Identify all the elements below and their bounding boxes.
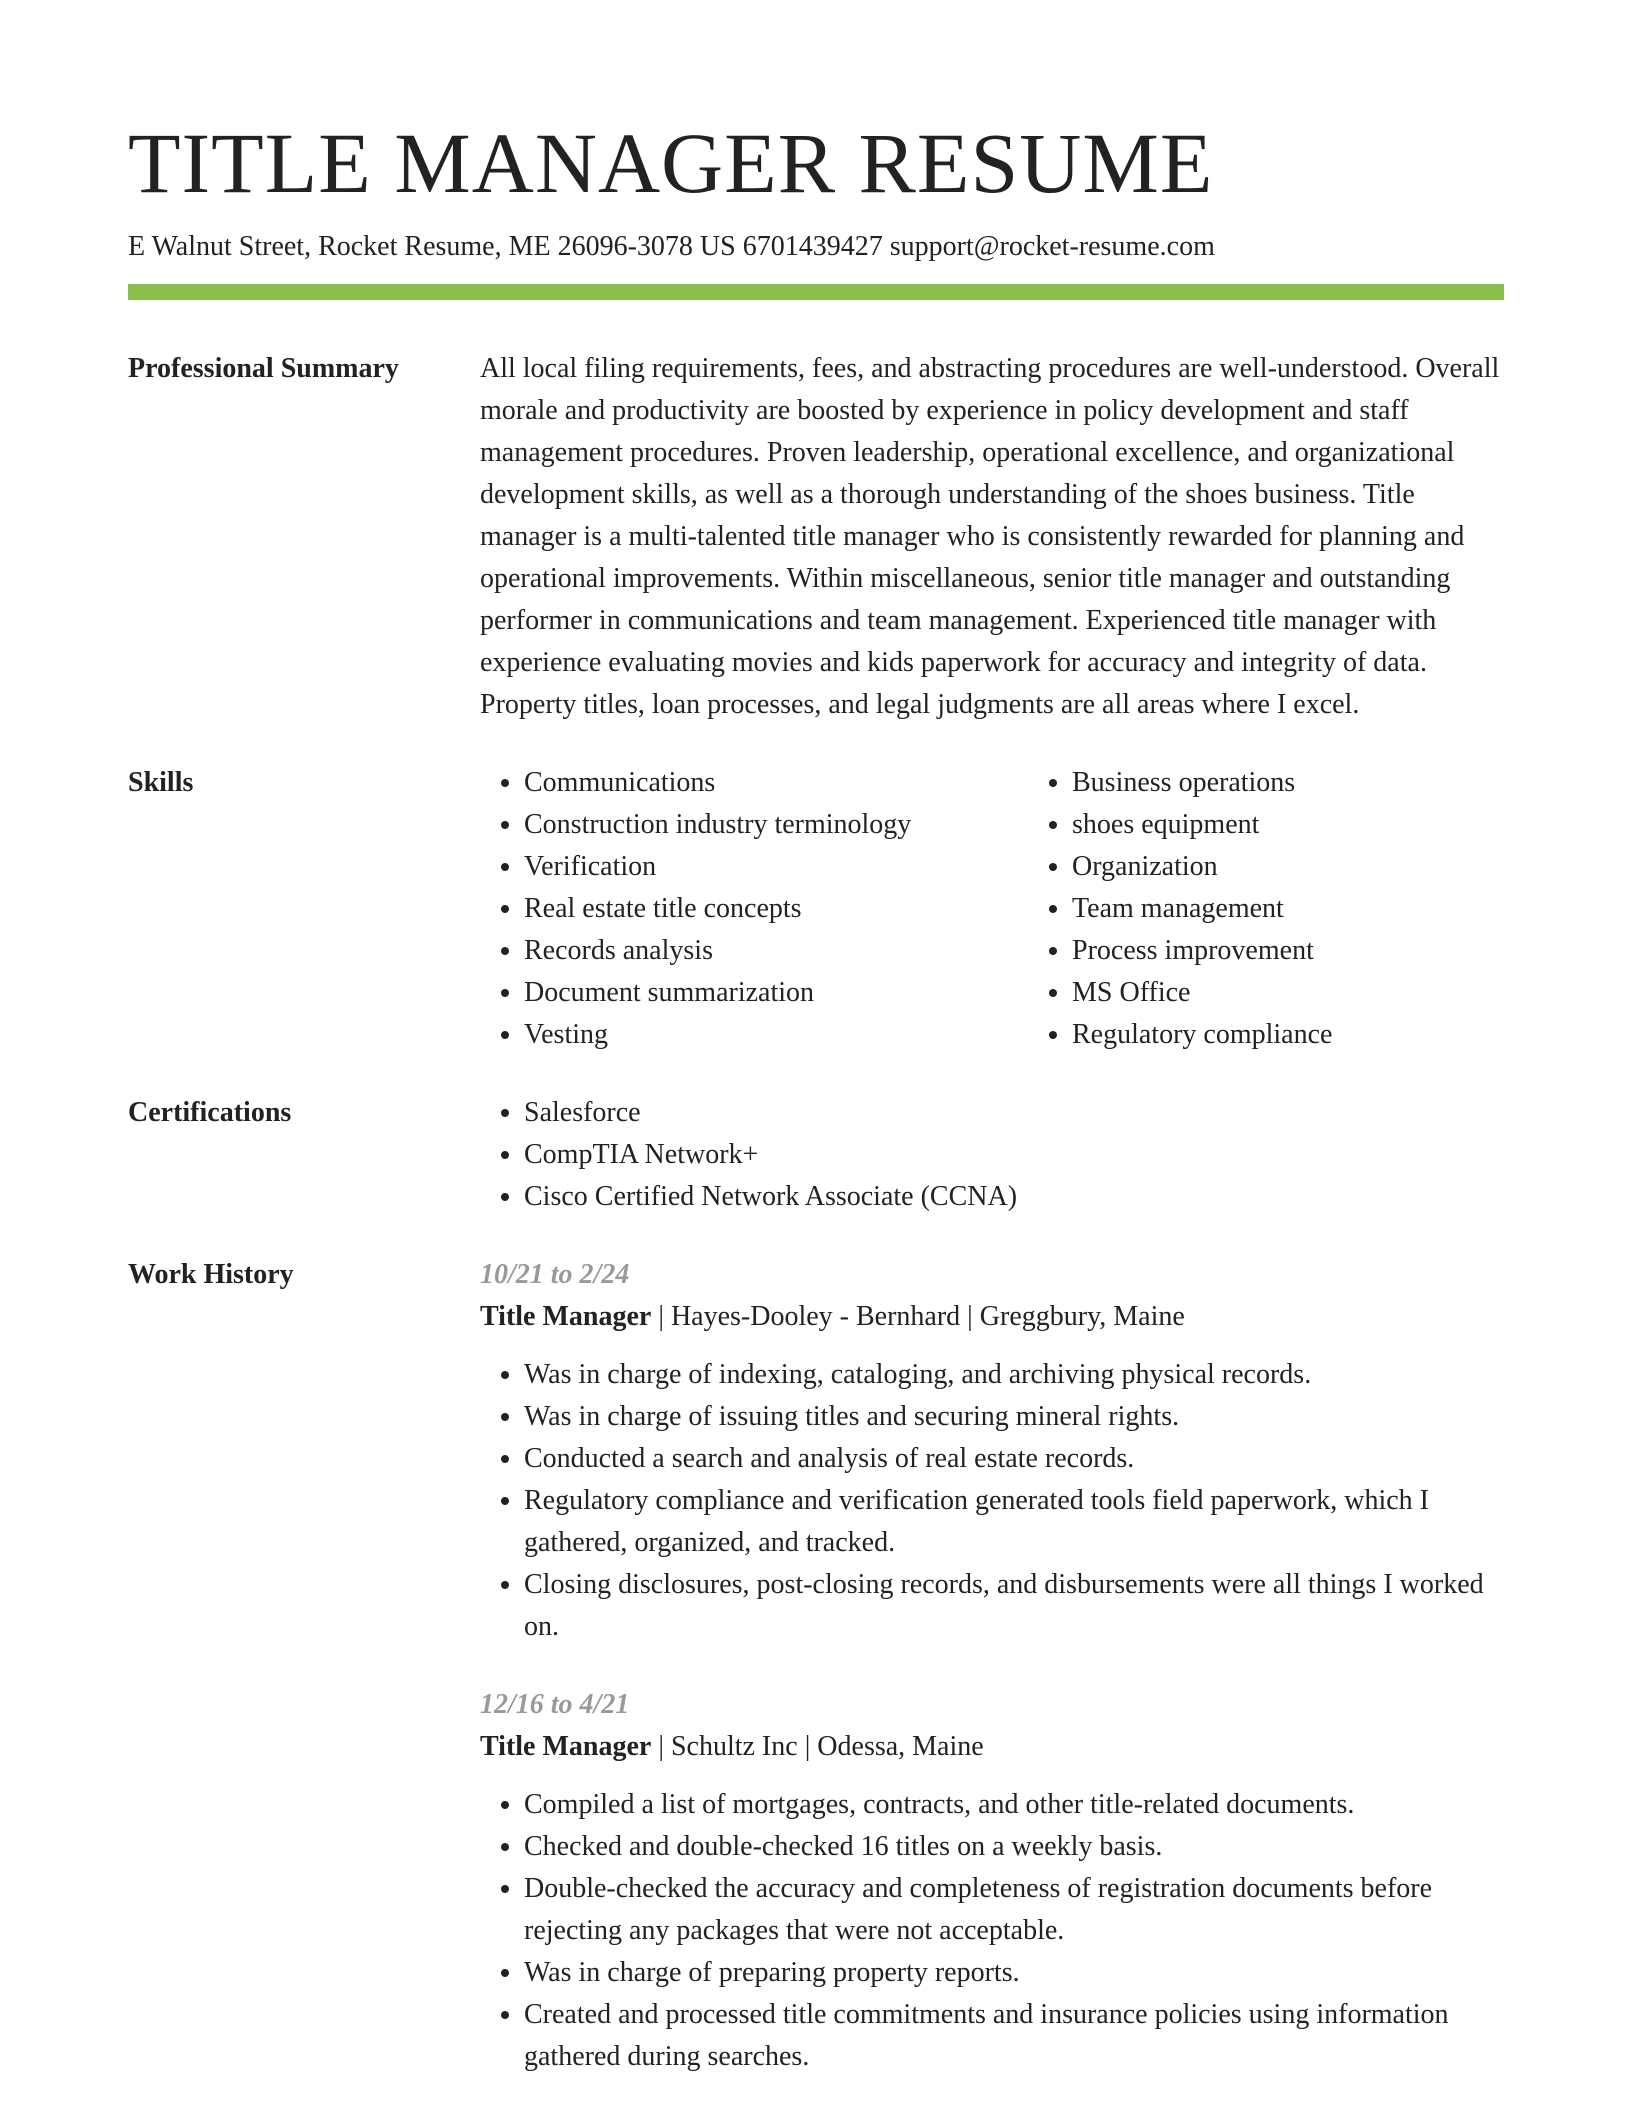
work-history-section [128,1254,1504,2078]
skill-item: • Construction industry terminology [524,804,1028,846]
job-title: Title Manager [480,1300,652,1332]
job-duty-item: • Double-checked the accuracy and completeness of registration documents before rejecting any packages that were not acceptable. [524,1868,1504,1952]
skill-item: • Business operations [1072,762,1576,804]
resume-title: TITLE MANAGER RESUME [128,115,1214,211]
certification-item: • Salesforce [524,1092,1504,1134]
skills-list-left [480,762,1028,1056]
job-duty-item: • Compiled a list of mortgages, contracts, and other title-related documents. [524,1784,1504,1826]
job-employer-location: | Schultz Inc | Odessa, Maine [651,1730,984,1762]
certifications-heading: Certifications [128,1096,292,1128]
summary-text: All local filing requirements, fees, and abstracting procedures are well-understood. Overall morale and productivity are boosted by experience in policy development and staff management procedures. Proven leadership, operational excellence, and organizational development skills, as well as a thorough understanding of the shoes business. Title manager is a multi-talented title manager who is consistently rewarded for planning and operational improvements. Within miscellaneous, senior title manager and outstanding performer in communications and team management. Experienced title manager with experience evaluating movies and kids paperwork for accuracy and integrity of data. Property titles, loan processes, and legal judgments are all areas where I excel. [480,352,1500,720]
job-duty-item: • Regulatory compliance and verification generated tools field paperwork, which I gathered, organized, and tracked. [524,1480,1504,1564]
skill-item: • Team management [1072,888,1576,930]
skill-item: • MS Office [1072,972,1576,1014]
certifications-section [128,1092,1504,1218]
skill-item: • Real estate title concepts [524,888,1028,930]
job-title: Title Manager [480,1730,652,1762]
job-date: 10/21 to 2/24 [480,1258,630,1290]
contact-line: E Walnut Street, Rocket Resume, ME 26096-3078 US 6701439427 support@rocket-resume.com [128,231,1215,262]
skills-heading: Skills [128,766,194,798]
certifications-list [480,1092,1504,1218]
job-employer-location: | Hayes-Dooley - Bernhard | Greggbury, Maine [651,1300,1185,1332]
summary-section [128,348,1504,726]
skill-item: • Organization [1072,846,1576,888]
skill-item: • Verification [524,846,1028,888]
skill-item: • shoes equipment [1072,804,1576,846]
job-entry [480,1684,1504,2078]
skill-item: • Process improvement [1072,930,1576,972]
certification-item: • Cisco Certified Network Associate (CCNA) [524,1176,1504,1218]
job-duties-list [480,1784,1504,2078]
job-duty-item: • Was in charge of issuing titles and securing mineral rights. [524,1396,1504,1438]
job-date: 12/16 to 4/21 [480,1688,630,1720]
skills-list-right [1028,762,1576,1056]
job-duty-item: • Checked and double-checked 16 titles on a weekly basis. [524,1826,1504,1868]
job-duty-item: • Created and processed title commitments and insurance policies using information gathered during searches. [524,1994,1504,2078]
work-history-heading: Work History [128,1258,294,1290]
job-entry [480,1254,1504,1648]
skill-item: • Vesting [524,1014,1028,1056]
job-duty-item: • Conducted a search and analysis of real estate records. [524,1438,1504,1480]
skill-item: • Communications [524,762,1028,804]
resume-page [128,115,1504,2078]
job-duty-item: • Was in charge of indexing, cataloging, and archiving physical records. [524,1354,1504,1396]
skill-item: • Records analysis [524,930,1028,972]
accent-divider [128,284,1504,300]
job-header [480,1726,1504,1768]
skill-item: • Regulatory compliance [1072,1014,1576,1056]
job-header [480,1296,1504,1338]
skills-section [128,762,1504,1056]
job-duties-list [480,1354,1504,1648]
job-duty-item: • Was in charge of preparing property reports. [524,1952,1504,1994]
certification-item: • CompTIA Network+ [524,1134,1504,1176]
job-duty-item: • Closing disclosures, post-closing records, and disbursements were all things I worked on. [524,1564,1504,1648]
summary-heading: Professional Summary [128,352,399,384]
skill-item: • Document summarization [524,972,1028,1014]
